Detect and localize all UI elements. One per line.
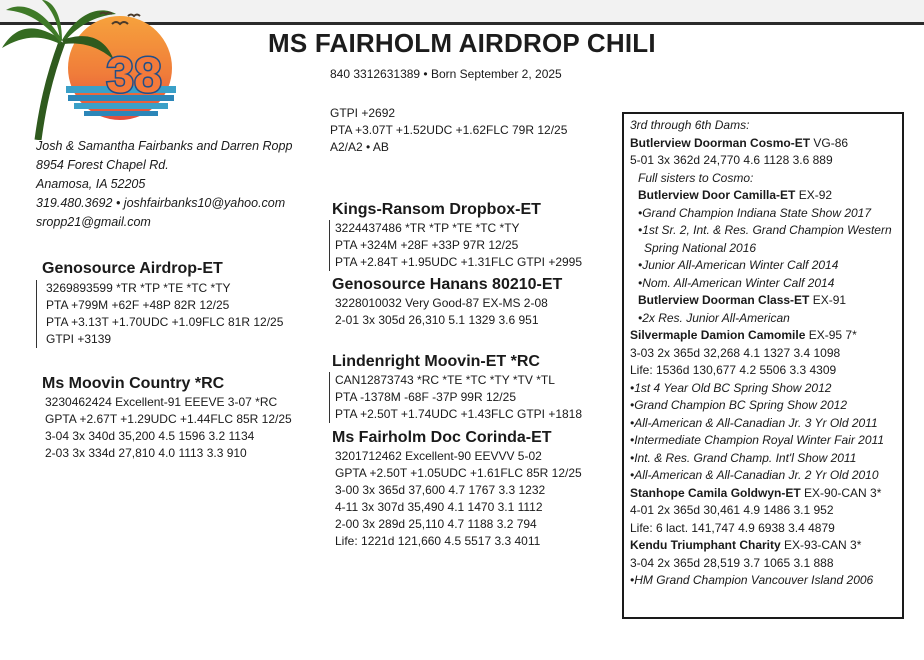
box-line <box>630 397 896 415</box>
dam-name: Ms Moovin Country *RC <box>42 375 225 392</box>
cow-detail: •Grand Champion Indiana State Show 2017 <box>638 205 872 220</box>
cow-detail: 3-04 2x 365d 28,519 3.7 1065 3.1 888 <box>630 555 834 570</box>
box-line <box>630 362 896 380</box>
cow-name: Silvermaple Damion Camomile <box>630 328 806 342</box>
dam-sire-block <box>329 352 582 423</box>
subject-registration: 840 3312631389 • Born September 2, 2025 <box>330 67 562 81</box>
farm-logo <box>2 0 182 140</box>
box-line <box>630 345 896 363</box>
cow-detail: 3-03 2x 365d 32,268 4.1 1327 3.4 1098 <box>630 345 841 360</box>
dam-sire-name: Lindenright Moovin-ET *RC <box>332 353 540 370</box>
box-line <box>630 555 896 573</box>
box-line <box>630 467 896 485</box>
box-line <box>630 205 896 223</box>
box-line <box>630 327 896 345</box>
cow-detail: EX-90-CAN 3* <box>800 485 882 500</box>
sire-block <box>36 259 283 348</box>
dam-dam-line: 4-11 3x 307d 35,490 4.1 1470 3.1 1112 <box>335 500 543 514</box>
sire-name: Genosource Airdrop-ET <box>42 260 223 277</box>
sire-sire-block <box>329 200 582 271</box>
extended-dams-box <box>622 112 904 619</box>
cow-detail: EX-95 7* <box>805 328 857 342</box>
cow-detail: •HM Grand Champion Vancouver Island 2006 <box>630 573 874 587</box>
cow-detail: •All-American & All-Canadian Jr. 2 Yr Old 2010 <box>630 468 879 482</box>
box-line <box>630 432 896 450</box>
dam-block <box>42 374 292 462</box>
cow-detail: Life: 6 lact. 141,747 4.9 6938 3.4 4879 <box>630 520 835 535</box>
cow-detail: Spring National 2016 <box>644 240 757 255</box>
cow-detail: •Junior All-American Winter Calf 2014 <box>638 258 839 272</box>
sire-line: PTA +3.13T +1.70UDC +1.09FLC 81R 12/25 <box>46 315 284 329</box>
dam-dam-block <box>332 428 582 550</box>
dam-line: 2-03 3x 334d 27,810 4.0 1113 3.3 910 <box>45 446 247 460</box>
cow-detail: 4-01 2x 365d 30,461 4.9 1486 3.1 952 <box>630 503 834 517</box>
box-line <box>630 292 896 310</box>
dam-dam-line: 3201712462 Excellent-90 EEVVV 5-02 <box>335 449 542 463</box>
cow-detail: •2x Res. Junior All-American <box>638 310 790 325</box>
cow-detail: EX-91 <box>809 293 847 307</box>
cow-name: Kendu Triumphant Charity <box>630 538 781 552</box>
subject-pta: PTA +3.07T +1.52UDC +1.62FLC 79R 12/25 <box>330 123 568 137</box>
box-line <box>630 222 896 240</box>
sire-dam-name: Genosource Hanans 80210-ET <box>332 276 563 293</box>
dam-line: GPTA +2.67T +1.29UDC +1.44FLC 85R 12/25 <box>45 412 292 426</box>
box-line <box>630 187 896 205</box>
cow-detail: •Intermediate Champion Royal Winter Fair 2011 <box>630 433 884 447</box>
owner-line: Josh & Samantha Fairbanks and Darren Ropp <box>36 139 293 153</box>
cow-detail: EX-92 <box>795 188 833 202</box>
sire-dam-block <box>332 275 562 329</box>
cow-detail: •All-American & All-Canadian Jr. 3 Yr Old 2011 <box>630 415 878 430</box>
box-line <box>630 572 896 590</box>
dam-line: 3-04 3x 340d 35,200 4.5 1596 3.2 1134 <box>45 429 255 443</box>
dam-dam-line: 3-00 3x 365d 37,600 4.7 1767 3.3 1232 <box>335 483 546 497</box>
owner-line: 8954 Forest Chapel Rd. <box>36 158 169 172</box>
box-line <box>630 310 896 328</box>
box-line <box>630 170 896 188</box>
subject-gtpi: GTPI +2692 <box>330 106 396 120</box>
sire-sire-line: PTA +324M +28F +33P 97R 12/25 <box>335 238 519 252</box>
box-line <box>630 380 896 398</box>
dam-dam-line: GPTA +2.50T +1.05UDC +1.61FLC 85R 12/25 <box>335 466 582 480</box>
box-line <box>630 485 896 503</box>
box-line <box>630 520 896 538</box>
page-title: MS FAIRHOLM AIRDROP CHILI <box>268 28 656 58</box>
sire-line: GTPI +3139 <box>46 332 112 346</box>
box-line <box>630 415 896 433</box>
owner-line: Anamosa, IA 52205 <box>36 177 146 191</box>
box-line <box>630 502 896 520</box>
sire-dam-line: 2-01 3x 305d 26,310 5.1 1329 3.6 951 <box>335 313 539 327</box>
cow-detail: •1st 4 Year Old BC Spring Show 2012 <box>630 380 832 395</box>
owner-line: 319.480.3692 • joshfairbanks10@yahoo.com <box>36 196 286 210</box>
cow-detail: Life: 1536d 130,677 4.2 5506 3.3 4309 <box>630 363 837 377</box>
dam-sire-line: CAN12873743 *RC *TE *TC *TY *TV *TL <box>335 373 555 387</box>
sire-line: 3269893599 *TR *TP *TE *TC *TY <box>46 281 231 295</box>
box-line <box>630 240 896 258</box>
cow-detail: Full sisters to Cosmo: <box>638 170 754 185</box>
cow-detail: 5-01 3x 362d 24,770 4.6 1128 3.6 889 <box>630 153 833 167</box>
cow-detail: •Nom. All-American Winter Calf 2014 <box>638 275 835 290</box>
cow-detail: EX-93-CAN 3* <box>780 538 862 552</box>
box-line <box>630 152 896 170</box>
sire-sire-name: Kings-Ransom Dropbox-ET <box>332 201 541 218</box>
box-line <box>630 275 896 293</box>
dam-dam-name: Ms Fairholm Doc Corinda-ET <box>332 429 552 446</box>
cow-detail: •1st Sr. 2, Int. & Res. Grand Champion Western <box>638 223 892 237</box>
logo-number: 38 <box>106 47 162 103</box>
cow-name: Butlerview Doorman Class-ET <box>638 293 810 307</box>
box-line <box>630 450 896 468</box>
cow-detail: •Grand Champion BC Spring Show 2012 <box>630 398 847 412</box>
dam-sire-line: PTA -1378M -68F -37P 99R 12/25 <box>335 390 516 404</box>
box-line <box>630 537 896 555</box>
owner-line: sropp21@gmail.com <box>36 215 151 229</box>
dam-sire-line: PTA +2.50T +1.74UDC +1.43FLC GTPI +1818 <box>335 407 583 421</box>
cow-name: Stanhope Camila Goldwyn-ET <box>630 485 801 500</box>
box-heading: 3rd through 6th Dams: <box>630 118 750 132</box>
cow-detail: •Int. & Res. Grand Champ. Int'l Show 2011 <box>630 450 857 465</box>
sire-line: PTA +799M +62F +48P 82R 12/25 <box>46 298 230 312</box>
box-line <box>630 257 896 275</box>
dam-dam-line: 2-00 3x 289d 25,110 4.7 1188 3.2 794 <box>335 517 537 531</box>
sire-sire-line: PTA +2.84T +1.95UDC +1.31FLC GTPI +2995 <box>335 255 583 269</box>
sire-dam-line: 3228010032 Very Good-87 EX-MS 2-08 <box>335 296 548 310</box>
box-lines <box>630 135 896 590</box>
dam-line: 3230462424 Excellent-91 EEEVE 3-07 *RC <box>45 395 278 409</box>
sire-sire-line: 3224437486 *TR *TP *TE *TC *TY <box>335 221 520 235</box>
cow-name: Butlerview Door Camilla-ET <box>638 188 796 202</box>
owner-contact <box>36 137 292 232</box>
cow-name: Butlerview Doorman Cosmo-ET <box>630 135 811 150</box>
box-line <box>630 135 896 153</box>
subject-beta: A2/A2 • AB <box>330 140 389 154</box>
dam-dam-line: Life: 1221d 121,660 4.5 5517 3.3 4011 <box>335 534 541 548</box>
cow-detail: VG-86 <box>810 135 849 150</box>
